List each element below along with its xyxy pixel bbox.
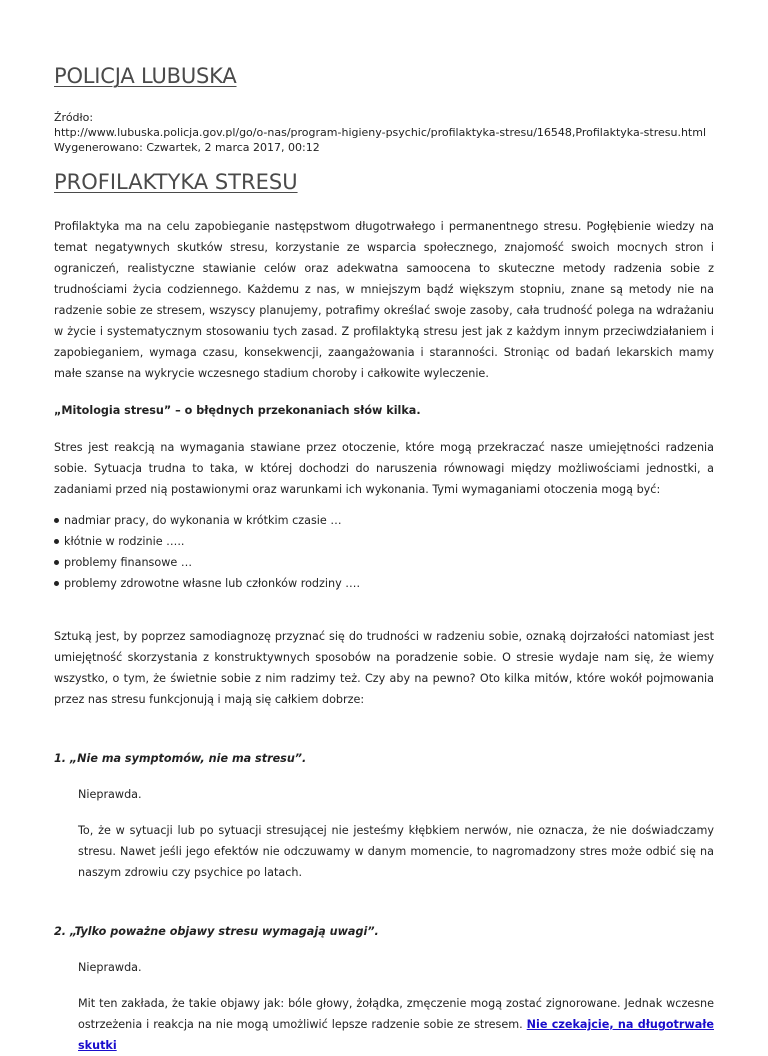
generated-date: Wygenerowano: Czwartek, 2 marca 2017, 00:12 (54, 141, 320, 154)
list-item: kłótnie w rodzinie ….. (54, 531, 714, 552)
source-label: Źródło: (54, 111, 94, 124)
myth-2-explanation (78, 993, 714, 1056)
myth-2-body (54, 957, 714, 1056)
source-meta (54, 110, 714, 155)
list-item: problemy zdrowotne własne lub członków rodziny …. (54, 573, 714, 594)
myth-1-title: 1. „Nie ma symptomów, nie ma stresu”. (54, 752, 307, 765)
list-item: nadmiar pracy, do wykonania w krótkim czasie … (54, 510, 714, 531)
myth-2-title: 2. „Tylko poważne objawy stresu wymagają uwagi”. (54, 925, 379, 938)
myth-1-explanation: To, że w sytuacji lub po sytuacji stresującej nie jesteśmy kłębkiem nerwów, nie oznacza, że nie doświadczamy stresu. Nawet jeśli jego efektów nie odczuwamy w danym momencie, to nagromadzony stres może odbić się na naszym zdrowiu czy psychice po latach. (78, 824, 714, 879)
myth-1-body (54, 784, 714, 883)
list-item: problemy finansowe … (54, 552, 714, 573)
myth-2-answer: Nieprawda. (78, 961, 142, 974)
source-url: http://www.lubuska.policja.gov.pl/go/o-nas/program-higieny-psychic/profilaktyka-stresu/16548,Profilaktyka-stresu.html (54, 126, 707, 139)
article-body (54, 216, 714, 1056)
site-title: POLICJA LUBUSKA (54, 64, 237, 88)
long-term-effects-link[interactable]: Nie czekajcie, na długotrwałe skutki (78, 1018, 714, 1052)
myth-section-heading: „Mitologia stresu” – o błędnych przekonaniach słów kilka. (54, 404, 421, 417)
stress-definition-paragraph: Stres jest reakcją na wymagania stawiane przez otoczenie, które mogą przekraczać nasze umiejętności radzenia sobie. Sytuacja trudna to taka, w której dochodzi do naruszenia równowagi między możliwościami jednostki, a zadaniami przed nią postawionymi oraz warunkami ich wykonania. Tymi wymaganiami otoczenia mogą być: (54, 441, 714, 496)
myth-2-explanation-text: Mit ten zakłada, że takie objawy jak: bóle głowy, żołądka, zmęczenie mogą zostać zignorowane. Jednak wczesne ostrzeżenia i reakcja na nie mogą umożliwić lepsze radzenie sobie ze stresem. (78, 997, 714, 1031)
intro-paragraph: Profilaktyka ma na celu zapobieganie następstwom długotrwałego i permanentnego stresu. Pogłębienie wiedzy na temat negatywnych skutków stresu, korzystanie ze wsparcia społecznego, znajomość swoich mocnych stron i ograniczeń, realistyczne stawianie celów oraz adekwatna samoocena to skuteczne metody radzenia sobie z trudnościami życia codziennego. Każdemu z nas, w mniejszym bądź większym stopniu, znane są metody nie na radzenie sobie ze stresem, wszyscy planujemy, potrafimy określać swoje zasoby, cała trudność polega na wdrażaniu w życie i systematycznym stosowaniu tych zasad. Z profilaktyką stresu jest jak z każdym innym przeciwdziałaniem i zapobieganiem, wymaga czasu, konsekwencji, zaangażowania i staranności. Stroniąc od badań lekarskich mamy małe szanse na wykrycie wczesnego stadium choroby i całkowite wyleczenie. (54, 220, 714, 380)
self-diagnosis-paragraph: Sztuką jest, by poprzez samodiagnozę przyznać się do trudności w radzeniu sobie, oznaką dojrzałości natomiast jest umiejętność skorzystania z konstruktywnych sposobów na poradzenie sobie. O stresie wydaje nam się, że wiemy wszystko, o tym, że świetnie sobie z nim radzimy też. Czy aby na pewno? Oto kilka mitów, które wokół pojmowania przez nas stresu funkcjonują i mają się całkiem dobrze: (54, 630, 714, 706)
myth-1-answer: Nieprawda. (78, 788, 142, 801)
article-title: PROFILAKTYKA STRESU (54, 170, 298, 194)
stressors-list (54, 510, 714, 594)
